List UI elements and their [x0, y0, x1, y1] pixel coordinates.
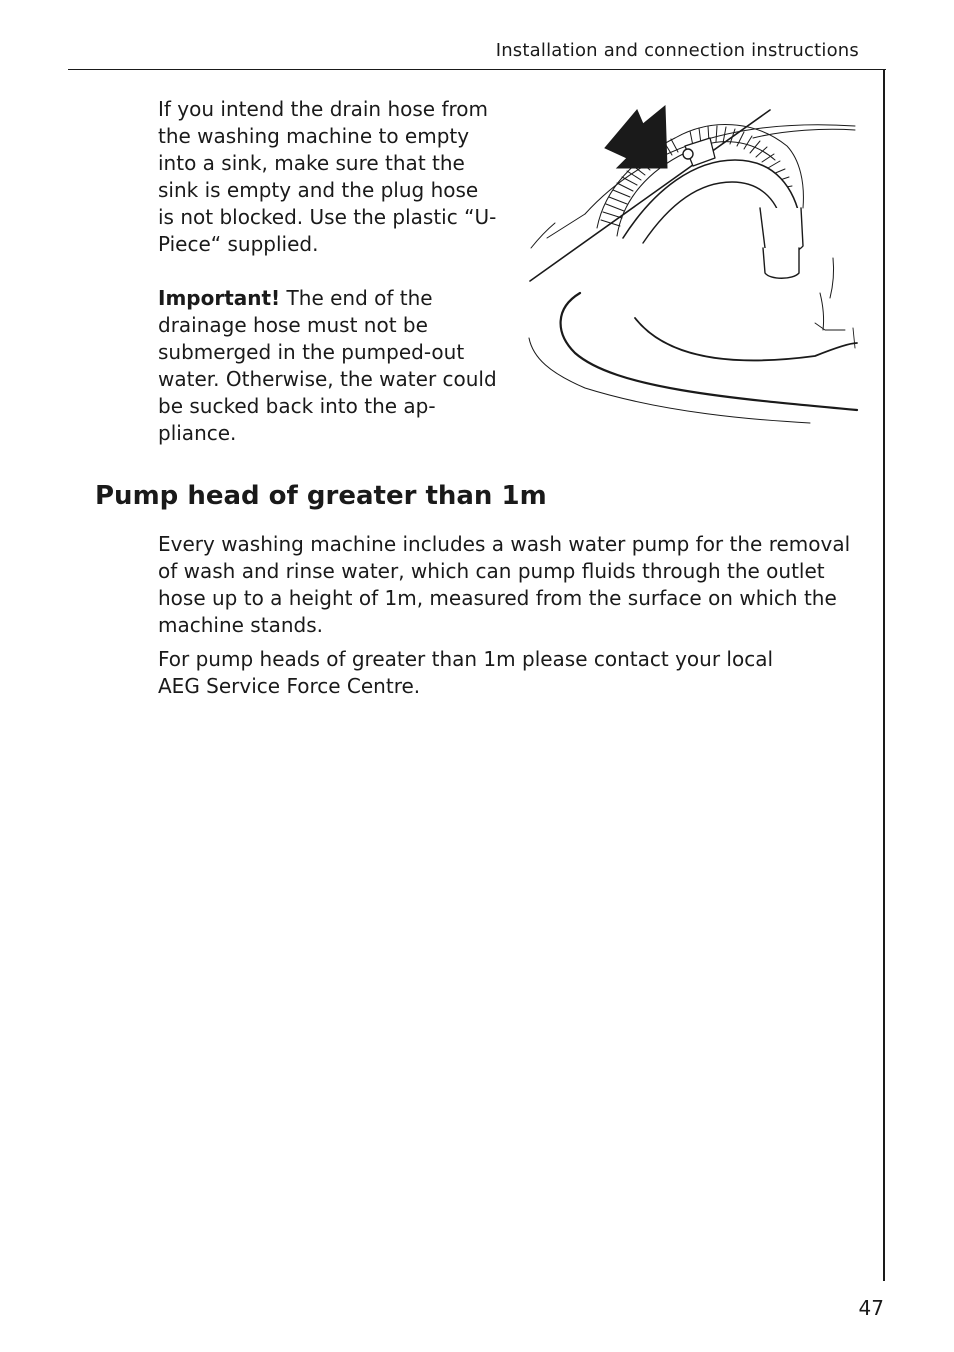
side-rule: [883, 69, 885, 1281]
page-number: 47: [858, 1296, 884, 1320]
section-paragraph-2-line-1: For pump heads of greater than 1m please contact your local: [158, 647, 774, 671]
intro-text-block: [158, 96, 498, 447]
important-label: Important!: [158, 286, 281, 310]
drain-hose-sink-illustration: [525, 98, 860, 428]
section-body: [158, 531, 858, 700]
sink-u-piece-drawing: [525, 98, 860, 428]
section-paragraph-2-line-2: AEG Service Force Centre.: [158, 674, 421, 698]
section-title: Pump head of greater than 1m: [95, 481, 547, 511]
section-paragraph-2: [158, 646, 858, 700]
arrow-icon: [605, 106, 667, 168]
running-header: Installation and connection instructions: [495, 40, 859, 61]
section-paragraph-1: Every washing machine includes a wash water pump for the removal of wash and rinse water, which can pump fluids through the outlet hose up to a height of 1m, measured from the surface on which the machine stands.: [158, 532, 851, 637]
important-text: The end of the drainage hose must not be submerged in the pumped-out water. Otherwise, the water could be sucked back into the ap-pliance.: [158, 286, 497, 445]
intro-paragraph-2: [158, 285, 498, 447]
header-rule: [68, 69, 886, 70]
intro-paragraph-1: If you intend the drain hose from the washing machine to empty into a sink, make sure that the sink is empty and the plug hose is not blocked. Use the plastic “U-Piece“ supplied.: [158, 97, 497, 256]
